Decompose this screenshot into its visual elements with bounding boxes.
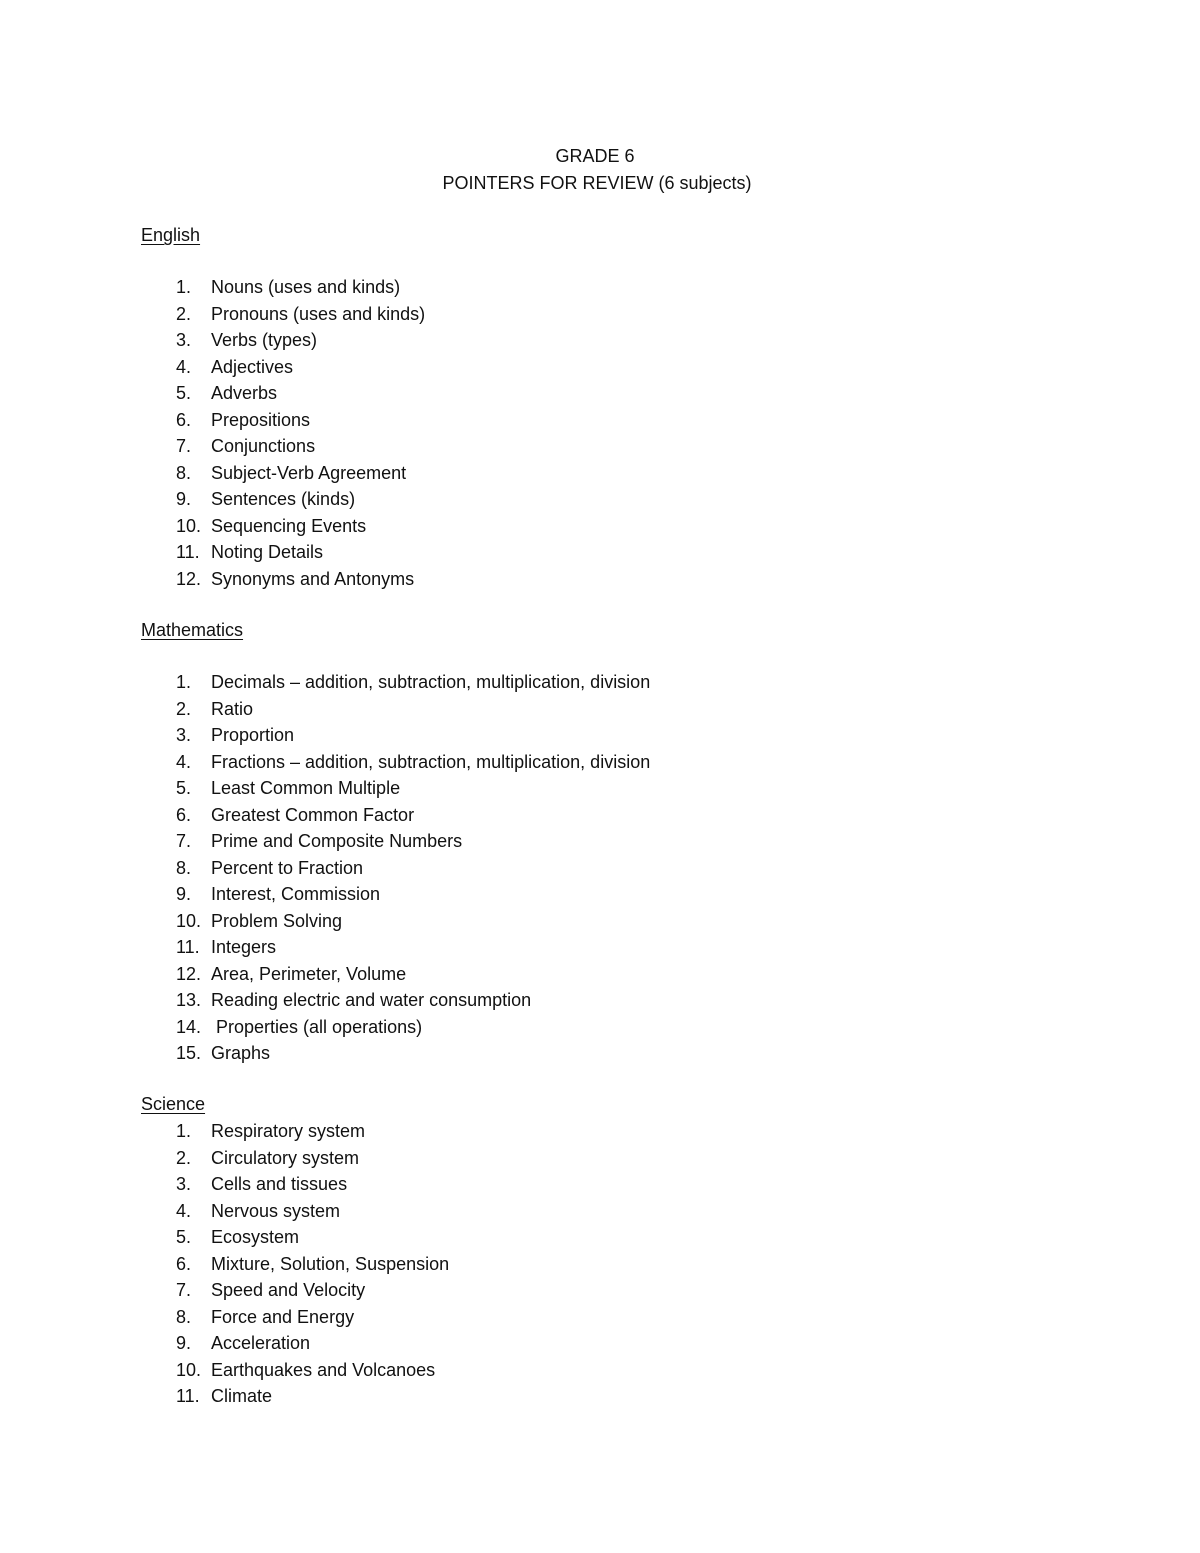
list-item-number: 3. [176, 330, 192, 350]
list-item-number: 13. [176, 990, 202, 1010]
list-item-number: 4. [176, 751, 192, 772]
list-item-number: 9. [176, 884, 192, 904]
list-item-number: 2. [176, 698, 192, 719]
list-item-text: Area, Perimeter, Volume [211, 963, 407, 984]
list-item-number: 5. [176, 383, 192, 403]
list-item-number: 11. [176, 1386, 200, 1406]
list-item-text: Speed and Velocity [211, 1280, 366, 1300]
list-item-text: Climate [211, 1386, 273, 1406]
section-heading-english: English [141, 225, 201, 245]
list-item-number: 7. [176, 436, 192, 456]
list-item-text: Percent to Fraction [211, 857, 364, 878]
list-item-text: Proportion [211, 725, 295, 745]
list-item-number: 4. [176, 1200, 192, 1221]
list-item-number: 10. [176, 1359, 202, 1380]
list-item-text: Integers [211, 937, 277, 957]
list-item-number: 9. [176, 489, 192, 509]
list-item-text: Prime and Composite Numbers [211, 831, 463, 851]
list-item-text: Earthquakes and Volcanoes [211, 1359, 436, 1380]
section-heading-science: Science [141, 1094, 206, 1114]
list-item-text: Nervous system [211, 1200, 341, 1221]
list-item-number: 12. [176, 568, 202, 589]
list-item-number: 11. [176, 937, 200, 957]
list-item-number: 1. [176, 277, 192, 297]
list-item-number: 15. [176, 1043, 202, 1063]
document-subtitle: POINTERS FOR REVIEW (6 subjects) [442, 173, 752, 193]
list-item-number: 14. [176, 1016, 202, 1037]
list-item-number: 4. [176, 356, 192, 377]
list-item-text: Noting Details [211, 542, 324, 562]
list-item-text: Pronouns (uses and kinds) [211, 303, 426, 324]
list-item-text: Sequencing Events [211, 515, 367, 536]
list-item-text: Interest, Commission [211, 884, 381, 904]
list-item-text: Graphs [211, 1043, 271, 1063]
list-item-number: 9. [176, 1333, 192, 1353]
list-item-text: Acceleration [211, 1333, 311, 1353]
list-item-number: 6. [176, 804, 192, 825]
list-item-text: Respiratory system [211, 1121, 366, 1141]
list-item-text: Adverbs [211, 383, 278, 403]
list-item-text: Properties (all operations) [211, 1016, 423, 1037]
list-item-text: Fractions – addition, subtraction, multiplication, division [211, 751, 651, 772]
document-title: GRADE 6 [555, 146, 635, 166]
list-item-number: 2. [176, 1147, 192, 1168]
list-item-text: Conjunctions [211, 436, 316, 456]
list-item-number: 10. [176, 515, 202, 536]
list-item-text: Ratio [211, 698, 254, 719]
list-item-number: 7. [176, 1280, 192, 1300]
list-item-number: 12. [176, 963, 202, 984]
list-item-text: Adjectives [211, 356, 294, 377]
list-item-number: 11. [176, 542, 200, 562]
list-item-number: 7. [176, 831, 192, 851]
list-item-text: Greatest Common Factor [211, 804, 415, 825]
list-item-number: 1. [176, 1121, 192, 1141]
list-item-text: Synonyms and Antonyms [211, 568, 415, 589]
list-item-number: 1. [176, 672, 192, 692]
list-item-text: Ecosystem [211, 1227, 300, 1247]
list-item-text: Force and Energy [211, 1306, 355, 1327]
list-item-number: 10. [176, 910, 202, 931]
list-item-text: Prepositions [211, 409, 311, 430]
list-item-text: Problem Solving [211, 910, 343, 931]
list-item-text: Least Common Multiple [211, 778, 401, 798]
list-item-number: 8. [176, 462, 192, 483]
list-item-text: Circulatory system [211, 1147, 360, 1168]
list-item-number: 3. [176, 725, 192, 745]
list-item-number: 5. [176, 778, 192, 798]
list-item-number: 3. [176, 1174, 192, 1194]
section-heading-mathematics: Mathematics [141, 620, 244, 640]
list-item-text: Sentences (kinds) [211, 489, 356, 509]
list-item-number: 8. [176, 1306, 192, 1327]
list-item-text: Verbs (types) [211, 330, 318, 350]
list-item-text: Subject-Verb Agreement [211, 462, 407, 483]
list-item-number: 8. [176, 857, 192, 878]
list-item-text: Cells and tissues [211, 1174, 348, 1194]
list-item-number: 6. [176, 1253, 192, 1274]
list-item-text: Nouns (uses and kinds) [211, 277, 401, 297]
list-item-number: 2. [176, 303, 192, 324]
list-item-text: Mixture, Solution, Suspension [211, 1253, 450, 1274]
list-item-number: 5. [176, 1227, 192, 1247]
list-item-text: Decimals – addition, subtraction, multiplication, division [211, 672, 651, 692]
list-item-number: 6. [176, 409, 192, 430]
list-item-text: Reading electric and water consumption [211, 990, 532, 1010]
